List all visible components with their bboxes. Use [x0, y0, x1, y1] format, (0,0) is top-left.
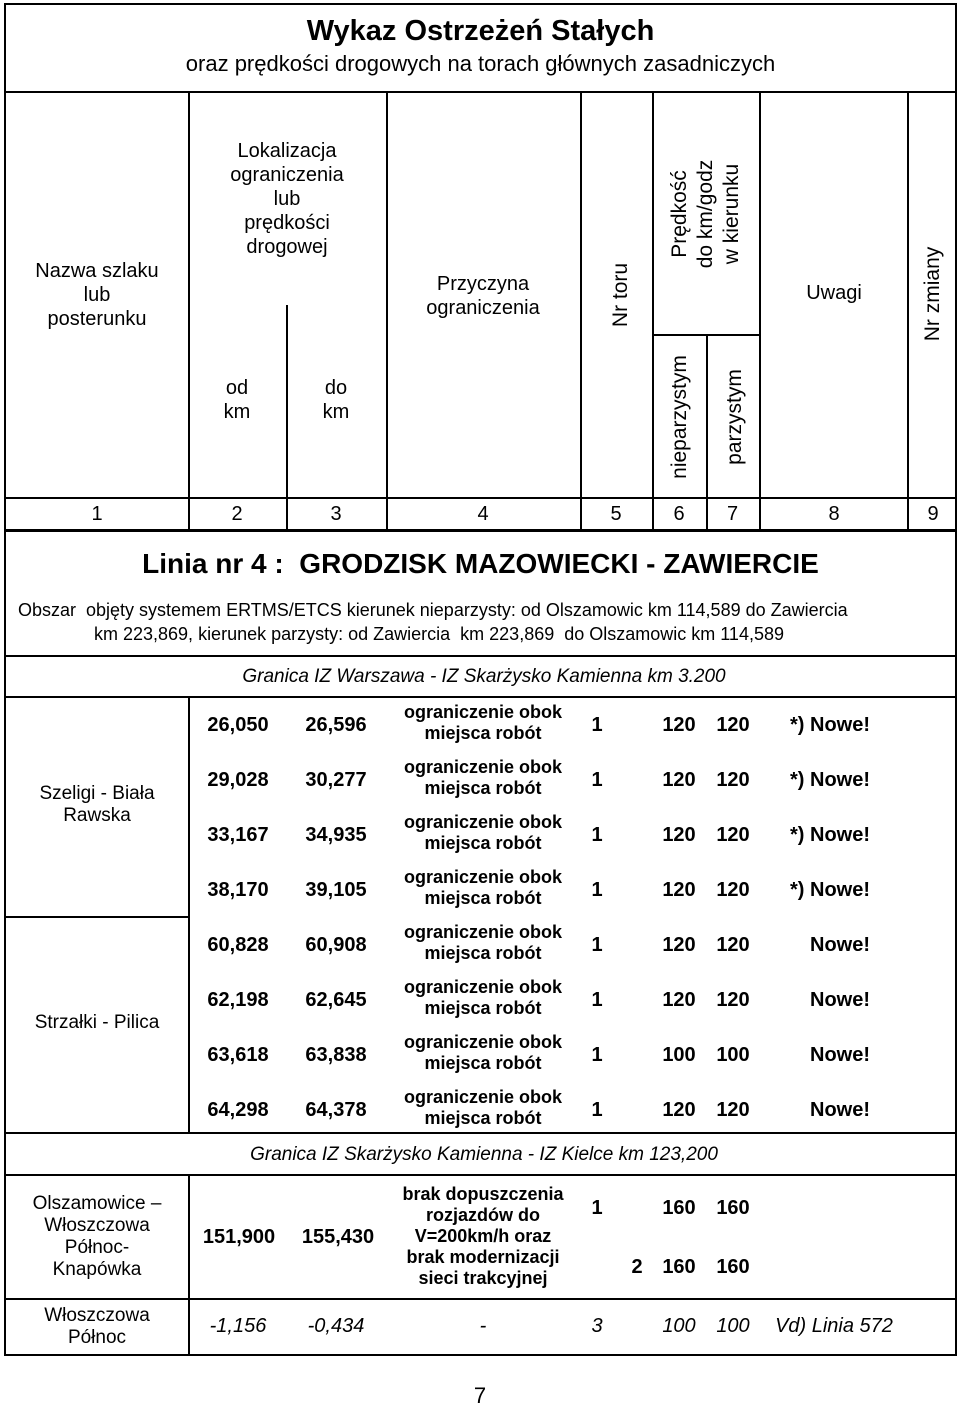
row-speed-even: 120 [716, 768, 750, 791]
area-note-line-1: Obszar objęty systemem ERTMS/ETCS kierunek nieparzysty: od Olszamowic km 114,589 do Zawiercia [18, 600, 848, 620]
header-track: Nr toru [608, 262, 632, 328]
row-speed-even: 100 [716, 1314, 750, 1337]
row-speed-even: 160 [716, 1196, 750, 1219]
row-reason: ograniczenie obok miejsca robót [403, 1032, 563, 1073]
row-from-km: -1,156 [209, 1314, 267, 1337]
line-title: Linia nr 4 : GRODZISK MAZOWIECKI - ZAWIERCIE [142, 548, 819, 579]
header-speed: Prędkość do km/godz w kierunku [668, 159, 743, 269]
row-speed-even: 120 [716, 1098, 750, 1121]
row-reason: ograniczenie obok miejsca robót [403, 812, 563, 853]
header-location: Lokalizacja ograniczenia lub prędkości drogowej [230, 140, 344, 258]
row-from-km: 60,828 [207, 933, 269, 956]
header-odd: nieparzystym [667, 355, 691, 479]
section-strzalki: Strzałki - Pilica [34, 1012, 160, 1033]
row-to-km: 64,378 [305, 1098, 367, 1121]
section-szeligi: Szeligi - Biała Rawska [39, 783, 155, 826]
row-from-km: 26,050 [207, 713, 269, 736]
row-track: 1 [591, 933, 603, 956]
row-remarks: Nowe! [810, 988, 870, 1011]
row-speed-odd: 120 [662, 878, 696, 901]
row-speed-odd: 120 [662, 713, 696, 736]
row-reason: ograniczenie obok miejsca robót [403, 867, 563, 908]
row-from-km: 62,198 [207, 988, 269, 1011]
row-speed-even: 120 [716, 823, 750, 846]
row-speed-odd: 120 [662, 823, 696, 846]
section-olszamowice: Olszamowice – Włoszczowa Północ- Knapówka [32, 1193, 162, 1280]
col-number: 5 [610, 502, 622, 525]
row-reason: ograniczenie obok miejsca robót [403, 922, 563, 963]
row-reason: ograniczenie obok miejsca robót [403, 702, 563, 743]
header-name: Nazwa szlaku lub posterunku [35, 260, 159, 330]
header-to: do km [322, 377, 350, 423]
page-number: 7 [473, 1383, 487, 1408]
row-to-km: 63,838 [305, 1043, 367, 1066]
row-speed-even: 120 [716, 933, 750, 956]
row-speed-odd: 100 [662, 1314, 696, 1337]
col-number: 4 [477, 502, 489, 525]
col-number: 9 [927, 502, 939, 525]
row-to-km: 60,908 [305, 933, 367, 956]
row-speed-even: 160 [716, 1255, 750, 1278]
row-speed-even: 100 [716, 1043, 750, 1066]
row-remarks: Nowe! [810, 933, 870, 956]
row-track: 1 [591, 1098, 603, 1121]
row-from-km: 151,900 [202, 1225, 276, 1248]
section-wloszczowa: Włoszczowa Północ [44, 1305, 150, 1348]
page-subtitle: oraz prędkości drogowych na torach głównych zasadniczych [185, 51, 776, 76]
col-number: 6 [673, 502, 685, 525]
row-remarks: *) Nowe! [790, 768, 870, 791]
row-track: 1 [591, 768, 603, 791]
row-remarks: *) Nowe! [790, 713, 870, 736]
row-from-km: 64,298 [207, 1098, 269, 1121]
row-reason: - [479, 1314, 487, 1337]
row-speed-odd: 120 [662, 1098, 696, 1121]
col-number: 7 [726, 502, 739, 525]
row-remarks: *) Nowe! [790, 823, 870, 846]
row-to-km: 39,105 [305, 878, 367, 901]
row-remarks: Vd) Linia 572 [775, 1314, 893, 1337]
row-speed-even: 120 [716, 878, 750, 901]
row-speed-odd: 120 [662, 988, 696, 1011]
row-speed-odd: 120 [662, 933, 696, 956]
header-from: od km [223, 377, 251, 423]
row-track: 1 [591, 1043, 603, 1066]
row-track: 1 [591, 1196, 603, 1219]
row-reason: ograniczenie obok miejsca robót [403, 977, 563, 1018]
header-change: Nr zmiany [920, 246, 944, 342]
header-even: parzystym [722, 369, 746, 465]
row-to-km: -0,434 [307, 1314, 365, 1337]
row-track: 1 [591, 713, 603, 736]
row-to-km: 26,596 [305, 713, 367, 736]
row-speed-odd: 120 [662, 768, 696, 791]
row-remarks: *) Nowe! [790, 878, 870, 901]
row-track: 2 [631, 1255, 643, 1278]
row-remarks: Nowe! [810, 1043, 870, 1066]
row-from-km: 38,170 [207, 878, 269, 901]
row-reason: ograniczenie obok miejsca robót [403, 757, 563, 798]
row-speed-odd: 160 [662, 1196, 696, 1219]
row-to-km: 30,277 [305, 768, 367, 791]
row-track: 1 [591, 823, 603, 846]
border-note-1: Granica IZ Warszawa - IZ Skarżysko Kamienna km 3.200 [242, 666, 726, 687]
area-note-line-2: km 223,869, kierunek parzysty: od Zawiercia km 223,869 do Olszamowic km 114,589 [94, 624, 784, 644]
row-reason: brak dopuszczenia rozjazdów do V=200km/h oraz brak modernizacji sieci trakcyjnej [402, 1183, 564, 1288]
row-reason: ograniczenie obok miejsca robót [403, 1087, 563, 1128]
row-to-km: 62,645 [305, 988, 367, 1011]
row-from-km: 63,618 [207, 1043, 269, 1066]
row-track: 3 [591, 1314, 603, 1337]
border-note-2: Granica IZ Skarżysko Kamienna - IZ Kielce km 123,200 [250, 1144, 718, 1165]
row-speed-even: 120 [716, 988, 750, 1011]
header-reason: Przyczyna ograniczenia [426, 273, 540, 319]
row-from-km: 29,028 [207, 768, 269, 791]
row-speed-odd: 100 [662, 1043, 696, 1066]
row-track: 1 [591, 988, 603, 1011]
row-remarks: Nowe! [810, 1098, 870, 1121]
row-speed-odd: 160 [662, 1255, 696, 1278]
col-number: 2 [231, 502, 243, 525]
row-speed-even: 120 [716, 713, 750, 736]
row-from-km: 33,167 [207, 823, 269, 846]
row-to-km: 34,935 [305, 823, 367, 846]
row-track: 1 [591, 878, 603, 901]
row-to-km: 155,430 [301, 1225, 375, 1248]
header-remarks: Uwagi [806, 282, 862, 304]
col-number: 8 [828, 502, 840, 525]
page-title: Wykaz Ostrzeżeń Stałych [306, 14, 655, 47]
col-number: 3 [330, 502, 342, 525]
col-number: 1 [91, 502, 103, 525]
